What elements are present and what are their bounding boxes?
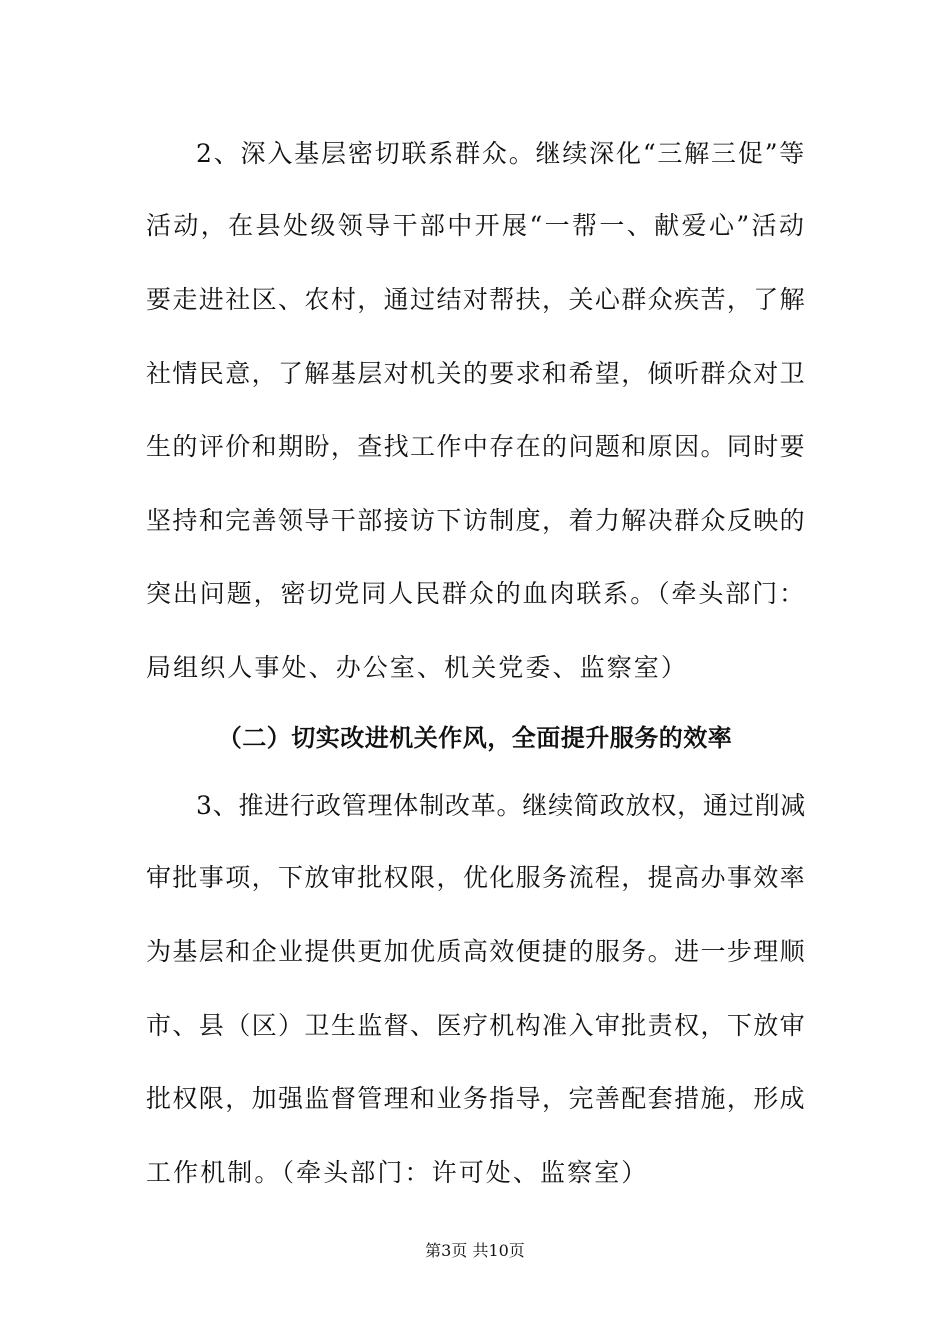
paragraph-2-line-3: 要走进社区、农村，通过结对帮扶，关心群众疾苦，了解 — [146, 285, 806, 314]
paragraph-2-line-5: 生的评价和期盼，查找工作中存在的问题和原因。同时要 — [146, 432, 806, 461]
paragraph-3-line-3: 为基层和企业提供更加优质高效便捷的服务。进一步理顺 — [146, 937, 806, 966]
paragraph-2-line-4: 社情民意，了解基层对机关的要求和希望，倾听群众对卫 — [146, 359, 806, 388]
paragraph-2-line-8: 局组织人事处、办公室、机关党委、监察室） — [146, 653, 689, 682]
paragraph-2-line-2: 活动，在县处级领导干部中开展“一帮一、献爱心”活动 — [146, 211, 806, 240]
paragraph-3-line-6: 工作机制。（牵头部门：许可处、监察室） — [146, 1158, 649, 1187]
paragraph-3-line-4: 市、县（区）卫生监督、医疗机构准入审批责权，下放审 — [146, 1011, 806, 1040]
paragraph-2-line-7: 突出问题，密切党同人民群众的血肉联系。（牵头部门： — [146, 579, 807, 608]
section-heading: （二）切实改进机关作风，全面提升服务的效率 — [217, 724, 733, 752]
paragraph-3-line-2: 审批事项，下放审批权限，优化服务流程，提高办事效率 — [146, 863, 806, 892]
paragraph-3-line-5: 批权限，加强监督管理和业务指导，完善配套措施，形成 — [146, 1084, 806, 1113]
paragraph-3-line-1: 3、推进行政管理体制改革。继续简政放权，通过削减 — [196, 791, 806, 820]
paragraph-2-line-1: 2、深入基层密切联系群众。继续深化“三解三促”等 — [196, 139, 806, 168]
page-number-footer: 第3页 共10页 — [425, 1241, 525, 1260]
paragraph-2-line-6: 坚持和完善领导干部接访下访制度，着力解决群众反映的 — [146, 506, 806, 535]
